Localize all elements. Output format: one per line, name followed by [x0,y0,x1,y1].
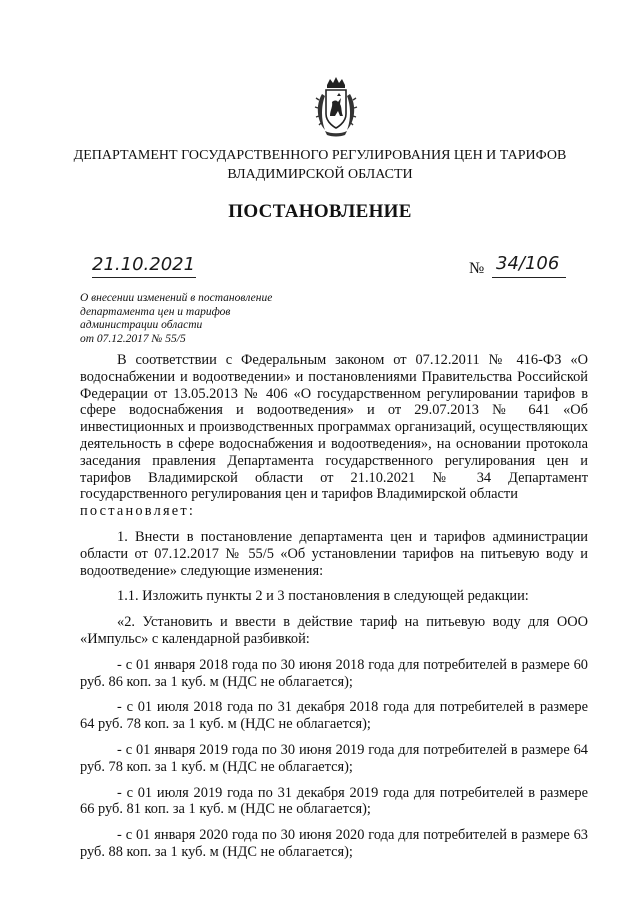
organization-name: ДЕПАРТАМЕНТ ГОСУДАРСТВЕННОГО РЕГУЛИРОВАНИЯ ЦЕН И ТАРИФОВ [73,148,567,163]
subject-line: администрации области [80,319,203,331]
tariff-line: - с 01 января 2020 года по 30 июня 2020 года для потребителей в размере 63 руб. 88 коп. за 1 куб. м (НДС не облагается); [80,827,588,860]
subject-line: департамента цен и тарифов [80,305,231,318]
number-sign: № [469,260,485,277]
document-body [80,352,588,861]
document-date: 21.10.2021 [92,254,196,275]
tariff-line: - с 01 января 2019 года по 30 июня 2019 года для потребителей в размере 64 руб. 78 коп. за 1 куб. м (НДС не облагается); [80,741,588,775]
document-type-title: ПОСТАНОВЛЕНИЕ [228,201,412,222]
item-paragraph: «2. Установить и ввести в действие тариф на питьевую воду для ООО «Импульс» с календарной разбивкой: [80,614,588,647]
organization-region: ВЛАДИМИРСКОЙ ОБЛАСТИ [227,167,413,182]
subject-line: от 07.12.2017 № 55/5 [80,332,186,345]
document-number: 34/106 [496,253,560,274]
tariff-line: - с 01 июля 2018 года по 31 декабря 2018 года для потребителей в размере 64 руб. 78 коп. за 1 куб. м (НДС не облагается); [80,699,588,733]
subject-line: О внесении изменений в постановление [80,292,273,304]
decree-word: постановляет: [80,503,196,520]
tariff-line: - с 01 января 2018 года по 30 июня 2018 года для потребителей в размере 60 руб. 86 коп. за 1 куб. м (НДС не облагается); [80,656,588,690]
tariff-line: - с 01 июля 2019 года по 31 декабря 2019 года для потребителей в размере 66 руб. 81 коп. за 1 куб. м (НДС не облагается); [80,784,588,818]
item-paragraph: 1.1. Изложить пункты 2 и 3 постановления в следующей редакции: [117,588,529,605]
number-underline [492,277,566,278]
document-subject [80,292,320,346]
coat-of-arms-icon [313,76,359,138]
date-underline [92,277,196,278]
item-paragraph: 1. Внести в постановление департамента цен и тарифов администрации области от 07.12.2017 № 55/5 «Об установлении тарифов на питьевую воду и водоотведение» следующие изменения: [80,528,588,579]
preamble-paragraph: В соответствии с Федеральным законом от 07.12.2011 № 416-ФЗ «О водоснабжении и водоотведении» и постановлениями Правительства Российской Федерации от 13.05.2013 № 406 «О государственном регулировании тарифов в сфере водоснабжения и водоотведения» и от 29.07.2013 № 641 «Об инвестиционных и производственных программах организаций, осуществляющих деятельность в сфере водоснабжения и водоотведения», на основании протокола заседания правления Департамента государственного регулирования цен и тарифов Владимирской области от 21.10.2021 № 34 Департамент государственного регулирования цен и тарифов Владимирской области [80,352,588,503]
